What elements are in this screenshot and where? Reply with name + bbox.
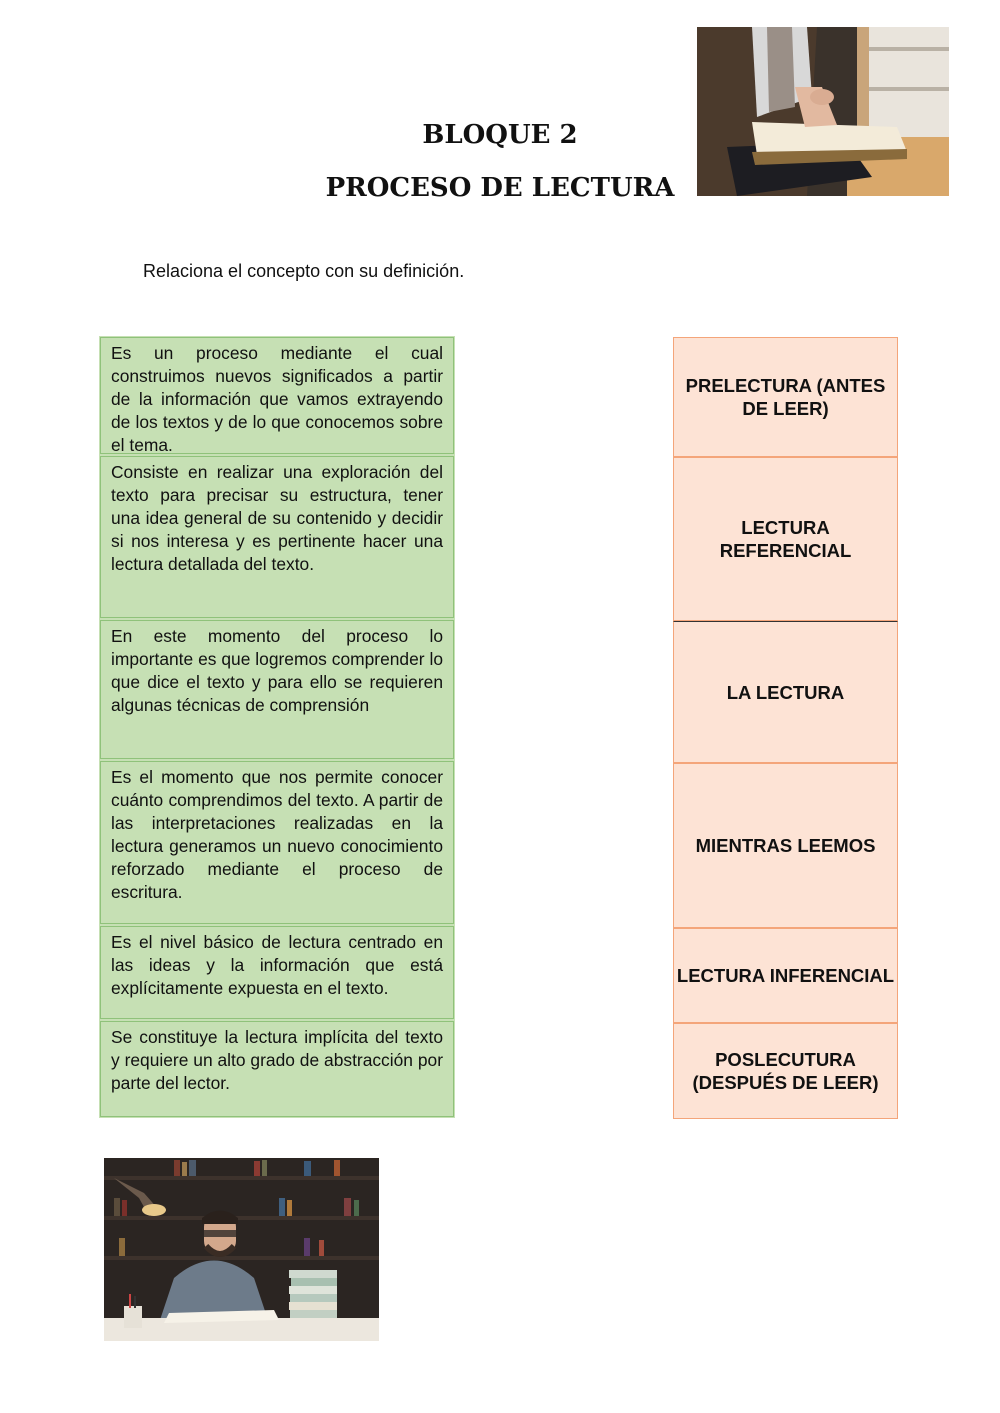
concept-box[interactable]: LECTURA REFERENCIAL <box>673 457 898 621</box>
library-photo <box>104 1158 379 1341</box>
definition-box[interactable]: Consiste en realizar una exploración del texto para precisar su estructura, tener una idea general de su contenido y decidir si nos interesa y es pertinente hacer una lectura detallada del texto. <box>100 456 454 618</box>
instructions: Relaciona el concepto con su definición. <box>143 261 465 281</box>
reading-photo <box>697 27 949 196</box>
concept-box[interactable]: MIENTRAS LEEMOS <box>673 763 898 928</box>
page-subtitle: PROCESO DE LECTURA <box>325 173 675 203</box>
definitions-column <box>100 337 454 1119</box>
concept-box[interactable]: LA LECTURA <box>673 621 898 763</box>
definition-box[interactable]: Es el nivel básico de lectura centrado en las ideas y la información que está explícitamente expuesta en el texto. <box>100 926 454 1019</box>
definition-box[interactable]: Es el momento que nos permite conocer cuánto comprendimos del texto. A partir de las interpretaciones realizadas en la lectura generamos un nuevo conocimiento reforzado mediante el proceso de escritura. <box>100 761 454 924</box>
concept-box[interactable]: POSLECUTURA (DESPUÉS DE LEER) <box>673 1023 898 1119</box>
definition-box[interactable]: Se constituye la lectura implícita del texto y requiere un alto grado de abstracción por parte del lector. <box>100 1021 454 1117</box>
concept-box[interactable]: LECTURA INFERENCIAL <box>673 928 898 1023</box>
page-title: BLOQUE 2 <box>422 120 578 150</box>
definition-box[interactable]: En este momento del proceso lo importante es que logremos comprender lo que dice el texto y para ello se requieren algunas técnicas de comprensión <box>100 620 454 759</box>
concept-box[interactable]: PRELECTURA (ANTES DE LEER) <box>673 337 898 457</box>
definition-box[interactable]: Es un proceso mediante el cual construimos nuevos significados a partir de la información que vamos extrayendo de los textos y de lo que conocemos sobre el tema. <box>100 337 454 454</box>
concepts-column <box>673 337 898 1119</box>
